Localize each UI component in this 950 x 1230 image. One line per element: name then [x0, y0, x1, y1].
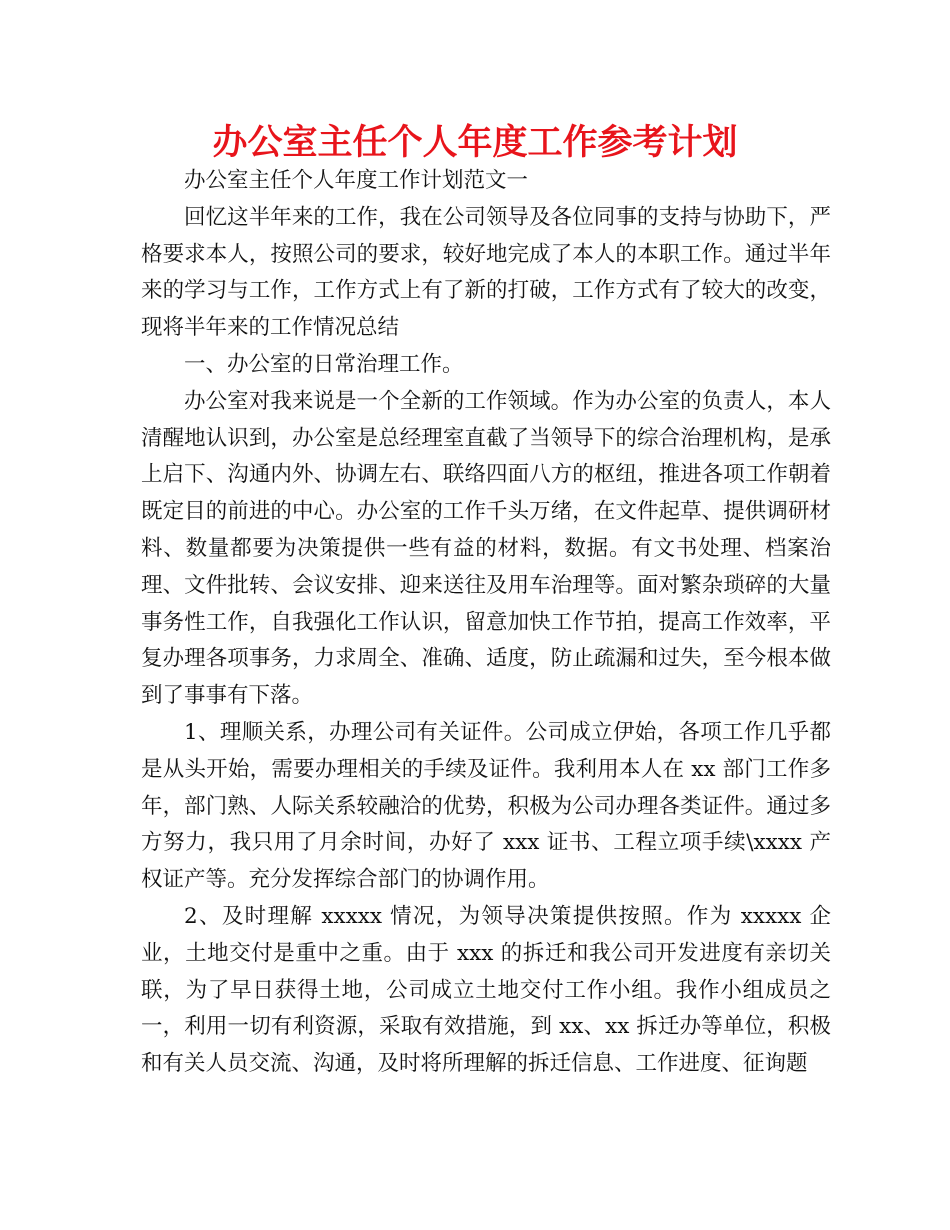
paragraph-item-1: 1、理顺关系，办理公司有关证件。公司成立伊始，各项工作几乎都是从头开始，需要办理相关的手续及证件。我利用本人在 xx 部门工作多年，部门熟、人际关系较融洽的优势，积极为公司办理各类证件。通过多方努力，我只用了月余时间，办好了 xxx 证书、工程立项手续\xxxx 产权证产等。充分发挥综合部门的协调作用。 — [141, 719, 831, 893]
paragraph-intro: 回忆这半年来的工作，我在公司领导及各位同事的支持与协助下，严格要求本人，按照公司的要求，较好地完成了本人的本职工作。通过半年来的学习与工作，工作方式上有了新的打破，工作方式有了较大的改变，现将半年来的工作情况总结 — [141, 204, 831, 341]
document-body — [141, 163, 831, 1083]
paragraph-item-2: 2、及时理解 xxxxx 情况，为领导决策提供按照。作为 xxxxx 企业，土地交付是重中之重。由于 xxx 的拆迁和我公司开发进度有亲切关联，为了早日获得土地，公司成立土地交付工作小组。我作小组成员之一，利用一切有利资源，采取有效措施，到 xx、xx 拆迁办等单位，积极和有关人员交流、沟通，及时将所理解的拆迁信息、工作进度、征询题 — [141, 903, 831, 1077]
section-heading: 一、办公室的日常治理工作。 — [184, 351, 464, 377]
document-title: 办公室主任个人年度工作参考计划 — [212, 123, 738, 163]
paragraph-office-overview: 办公室对我来说是一个全新的工作领域。作为办公室的负责人，本人清醒地认识到，办公室是总经理室直截了当领导下的综合治理机构，是承上启下、沟通内外、协调左右、联络四面八方的枢纽，推进各项工作朝着既定目的前进的中心。办公室的工作千头万绪，在文件起草、提供调研材料、数量都要为决策提供一些有益的材料，数据。有文书处理、档案治理、文件批转、会议安排、迎来送往及用车治理等。面对繁杂琐碎的大量事务性工作，自我强化工作认识，留意加快工作节拍，提高工作效率，平复办理各项事务，力求周全、准确、适度，防止疏漏和过失，至今根本做到了事事有下落。 — [141, 388, 831, 709]
paragraph-subtitle: 办公室主任个人年度工作计划范文一 — [184, 168, 529, 193]
